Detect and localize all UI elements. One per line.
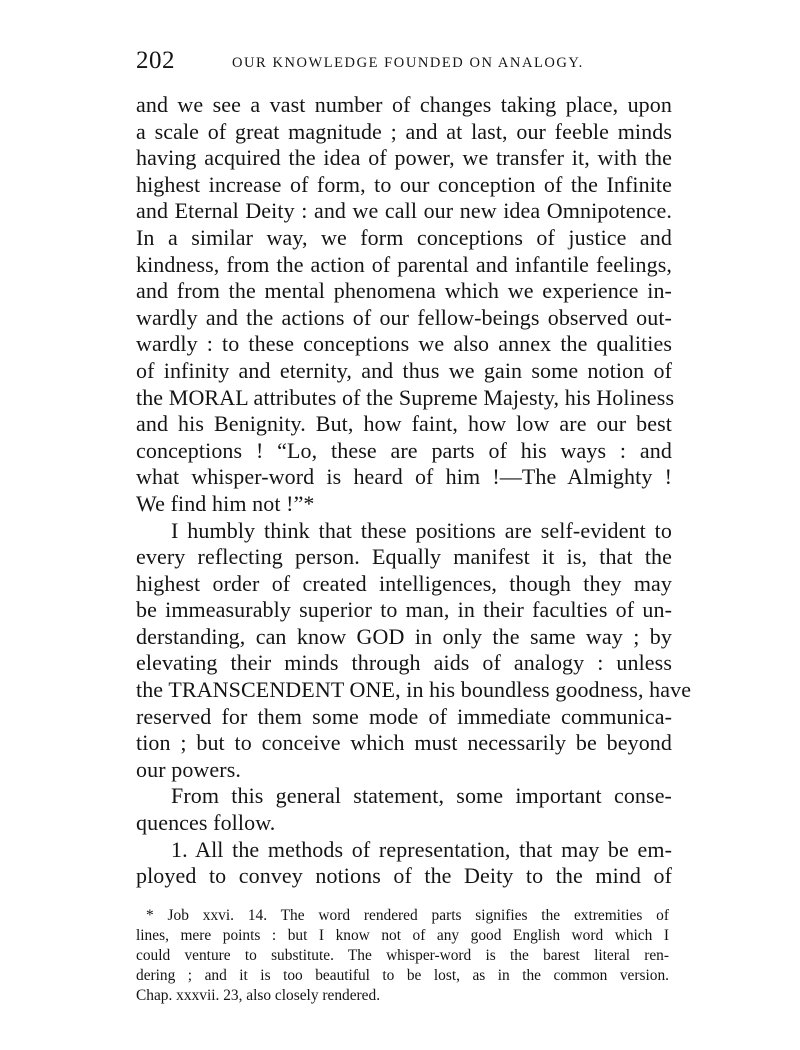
- body-line: From this general statement, some important conse-: [171, 783, 672, 809]
- page-number: 202: [136, 47, 175, 74]
- body-line: the MORAL attributes of the Supreme Majesty, his Holiness: [136, 384, 675, 410]
- footnote-line: dering ; and it is too beautiful to be lost, as in the common version.: [136, 967, 669, 985]
- body-line: and his Benignity. But, how faint, how low are our best: [136, 411, 672, 437]
- body-text: [136, 92, 692, 890]
- footnote-line: lines, mere points : but I know not of any good English word which I: [136, 927, 669, 945]
- body-line: In a similar way, we form conceptions of justice and: [136, 224, 672, 250]
- body-line: every reflecting person. Equally manifest it is, that the: [136, 544, 672, 570]
- body-line: be immeasurably superior to man, in their faculties of un-: [136, 597, 672, 623]
- body-line: 1. All the methods of representation, that may be em-: [171, 836, 672, 862]
- body-line: ployed to convey notions of the Deity to the mind of: [136, 863, 672, 889]
- body-line: highest increase of form, to our conception of the Infinite: [136, 171, 672, 197]
- body-line: reserved for them some mode of immediate communica-: [136, 703, 672, 729]
- body-line: derstanding, can know GOD in only the same way ; by: [136, 623, 672, 649]
- body-line: our powers.: [136, 756, 241, 782]
- body-line: We find him not !”*: [136, 490, 315, 516]
- footnote-line: could venture to substitute. The whisper-word is the barest literal ren-: [136, 947, 669, 965]
- body-line: tion ; but to conceive which must necessarily be beyond: [136, 730, 672, 756]
- footnote-line: * Job xxvi. 14. The word rendered parts signifies the extremities of: [146, 907, 669, 924]
- body-line: highest order of created intelligences, though they may: [136, 570, 672, 596]
- body-line: kindness, from the action of parental and infantile feelings,: [136, 251, 672, 277]
- body-line: and Eternal Deity : and we call our new idea Omnipotence.: [136, 198, 672, 224]
- body-line: a scale of great magnitude ; and at last, our feeble minds: [136, 118, 672, 144]
- body-line: of infinity and eternity, and thus we gain some notion of: [136, 357, 672, 383]
- body-line: having acquired the idea of power, we transfer it, with the: [136, 145, 672, 171]
- body-line: wardly : to these conceptions we also annex the qualities: [136, 331, 672, 357]
- body-line: conceptions ! “Lo, these are parts of his ways : and: [136, 437, 672, 463]
- body-line: quences follow.: [136, 810, 276, 836]
- running-head: [136, 46, 672, 80]
- body-line: and from the mental phenomena which we experience in-: [136, 278, 672, 304]
- running-title: OUR KNOWLEDGE FOUNDED ON ANALOGY.: [232, 55, 584, 71]
- footnote: [136, 906, 669, 1006]
- body-line: the TRANSCENDENT ONE, in his boundless goodness, have: [136, 677, 692, 703]
- body-line: wardly and the actions of our fellow-beings observed out-: [136, 304, 672, 330]
- body-line: I humbly think that these positions are self-evident to: [171, 517, 672, 543]
- body-line: what whisper-word is heard of him !—The Almighty !: [136, 464, 672, 490]
- body-line: and we see a vast number of changes taking place, upon: [136, 92, 672, 117]
- body-line: elevating their minds through aids of analogy : unless: [136, 650, 672, 676]
- footnote-line: Chap. xxxvii. 23, also closely rendered.: [136, 987, 381, 1005]
